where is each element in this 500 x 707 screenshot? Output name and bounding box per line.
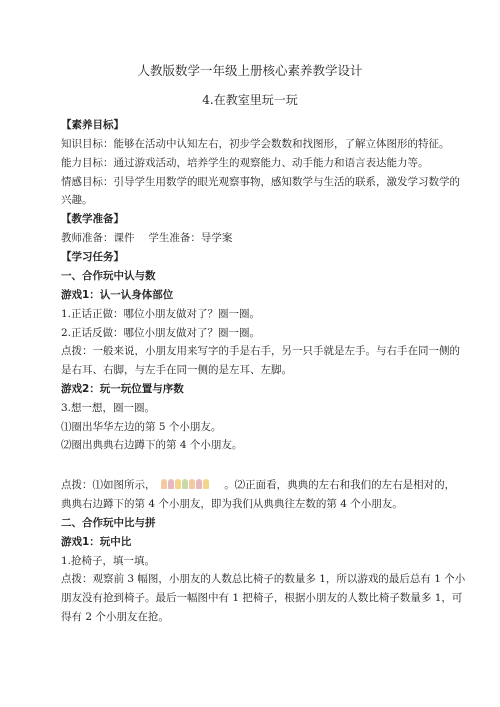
child-figure-icon bbox=[175, 479, 181, 489]
child-figure-icon bbox=[203, 479, 209, 489]
document-title: 人教版数学一年级上册核心素养教学设计 bbox=[137, 63, 363, 78]
child-figure-icon bbox=[161, 479, 167, 489]
game1-question1: 1.正话正做：哪位小朋友做对了？圈一圈。 bbox=[61, 308, 261, 320]
game2-heading: 游戏2：玩一玩位置与序数 bbox=[61, 383, 184, 395]
game2-note-line1 bbox=[61, 478, 456, 492]
game2-note-line2: 典典右边蹲下的第 4 个小朋友，即为我们从典典往左数的第 4 个小朋友。 bbox=[61, 498, 403, 510]
game2-note-part-b: 。⑵正面看，典典的左右和我们的左右是相对的， bbox=[224, 479, 456, 491]
game3-note-line1: 点拨：观察前 3 幅图，小朋友的人数总比椅子的数量多 1，所以游戏的最后总有 1 个小 bbox=[61, 573, 466, 585]
game3-note-line2: 朋友没有抢到椅子。最后一幅图中有 1 把椅子，根据小朋友的人数比椅子数量多 1，可 bbox=[61, 592, 463, 604]
child-figure-icon bbox=[182, 479, 188, 489]
game3-note-line3: 得有 2 个小朋友在抢。 bbox=[61, 611, 169, 623]
tasks-header: 【学习任务】 bbox=[61, 251, 124, 263]
prep-header: 【教学准备】 bbox=[61, 213, 124, 225]
game2-question3b: ⑵圈出典典右边蹲下的第 4 个小朋友。 bbox=[61, 439, 243, 451]
part2-heading: 二、合作玩中比与拼 bbox=[61, 517, 156, 529]
game3-question1: 1.抢椅子，填一填。 bbox=[61, 555, 156, 567]
game2-note-part-a: 点拨：⑴如图所示， bbox=[61, 479, 156, 491]
prep-text: 教师准备：课件 学生准备：导学案 bbox=[61, 232, 233, 244]
game2-question3: 3.想一想，圈一圈。 bbox=[61, 402, 156, 414]
children-row-illustration bbox=[161, 479, 219, 491]
lesson-title: 4.在教室里玩一玩 bbox=[202, 93, 298, 107]
child-figure-icon bbox=[189, 479, 195, 489]
goal-ability: 能力目标：通过游戏活动，培养学生的观察能力、动手能力和语言表达能力等。 bbox=[61, 157, 429, 169]
game1-note-line1: 点拨：一般来说，小朋友用来写字的手是右手，另一只手就是左手。与右手在同一侧的 bbox=[61, 345, 460, 357]
goal-emotion-line2: 兴趣。 bbox=[61, 194, 93, 206]
part1-heading: 一、合作玩中认与数 bbox=[61, 270, 156, 282]
child-figure-icon bbox=[168, 479, 174, 489]
child-figure-icon bbox=[196, 479, 202, 489]
goal-knowledge: 知识目标：能够在活动中认知左右，初步学会数数和找图形，了解立体图形的特征。 bbox=[61, 138, 450, 150]
game1-question2: 2.正话反做：哪位小朋友做对了？圈一圈。 bbox=[61, 327, 261, 339]
goals-header: 【素养目标】 bbox=[61, 119, 124, 131]
game2-question3a: ⑴圈出华华左边的第 5 个小朋友。 bbox=[61, 421, 222, 433]
game1-note-line2: 是右耳、右脚，与左手在同一侧的是左耳、左脚。 bbox=[61, 364, 292, 376]
game3-heading: 游戏1：玩中比 bbox=[61, 536, 132, 548]
game1-heading: 游戏1：认一认身体部位 bbox=[61, 289, 174, 301]
goal-emotion-line1: 情感目标：引导学生用数学的眼光观察事物，感知数学与生活的联系，激发学习数学的 bbox=[61, 176, 460, 188]
